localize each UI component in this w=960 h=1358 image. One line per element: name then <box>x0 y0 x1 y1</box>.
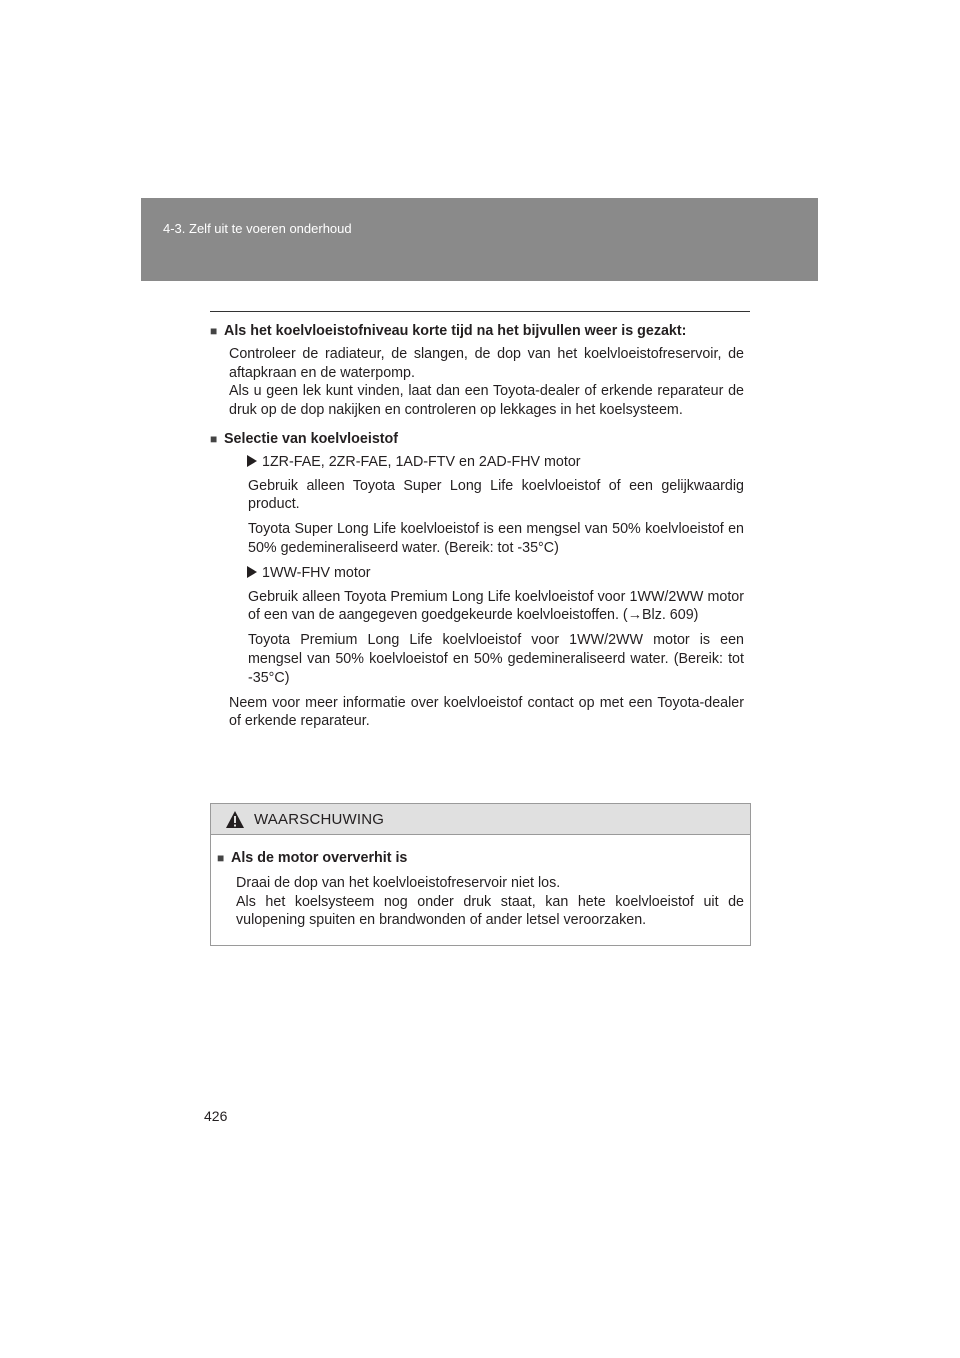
engine-item-label: 1ZR-FAE, 2ZR-FAE, 1AD-FTV en 2AD-FHV motor <box>247 453 750 472</box>
warning-label: WAARSCHUWING <box>254 810 385 828</box>
paragraph: Draai de dop van het koelvloeistofreservoir niet los. <box>236 874 561 891</box>
section-heading-coolant-selection: ■ Selectie van koelvloeistof <box>210 430 399 447</box>
engine-item-label: 1WW-FHV motor <box>247 564 750 583</box>
square-bullet-icon: ■ <box>210 431 218 446</box>
warning-header <box>211 804 750 835</box>
paragraph: Als het koelsysteem nog onder druk staat, kan hete koelvloeistof uit de vulopening spuiten en brandwonden of ander letsel veroorzaken. <box>236 893 744 929</box>
square-bullet-icon: ■ <box>210 324 218 338</box>
square-bullet-icon: ■ <box>217 851 225 865</box>
warning-triangle-icon <box>226 811 244 828</box>
main-content <box>210 318 750 737</box>
paragraph: Controleer de radiateur, de slangen, de dop van het koelvloeistofreservoir, de aftapkraan en de waterpomp. <box>229 345 744 381</box>
section-header-band <box>141 198 818 281</box>
paragraph: Toyota Premium Long Life koelvloeistof voor 1WW/2WW motor is een mengsel van 50% koelvloeistof en 50% gedemineraliseerd water. (Bereik: tot -35°C) <box>248 632 744 686</box>
triangle-bullet-icon <box>247 455 257 467</box>
warning-body <box>211 835 750 930</box>
warning-box <box>210 803 751 946</box>
paragraph: Gebruik alleen Toyota Premium Long Life koelvloeistof voor 1WW/2WW motor of een van de aangegeven goedgekeurde koelvloeistoffen. (→Blz. 609) <box>248 588 744 624</box>
triangle-bullet-icon <box>247 566 257 578</box>
paragraph: Als u geen lek kunt vinden, laat dan een Toyota-dealer of erkende reparateur de druk op de dop nakijken en controleren op lekkages in het koelsysteem. <box>229 383 744 419</box>
divider-rule <box>210 311 750 312</box>
section-heading-coolant-level: ■ Als het koelvloeistofniveau korte tijd na het bijvullen weer is gezakt: <box>210 323 687 339</box>
page-number: 426 <box>204 1108 228 1124</box>
paragraph: Gebruik alleen Toyota Super Long Life koelvloeistof of een gelijkwaardig product. <box>248 477 744 513</box>
paragraph: Toyota Super Long Life koelvloeistof is een mengsel van 50% koelvloeistof en 50% gedemineraliseerd water. (Bereik: tot -35°C) <box>248 521 744 556</box>
closing-paragraph: Neem voor meer informatie over koelvloeistof contact op met een Toyota-dealer of erkende reparateur. <box>229 694 744 730</box>
section-title: 4-3. Zelf uit te voeren onderhoud <box>163 221 352 236</box>
warning-heading: ■ Als de motor oververhit is <box>217 850 408 866</box>
